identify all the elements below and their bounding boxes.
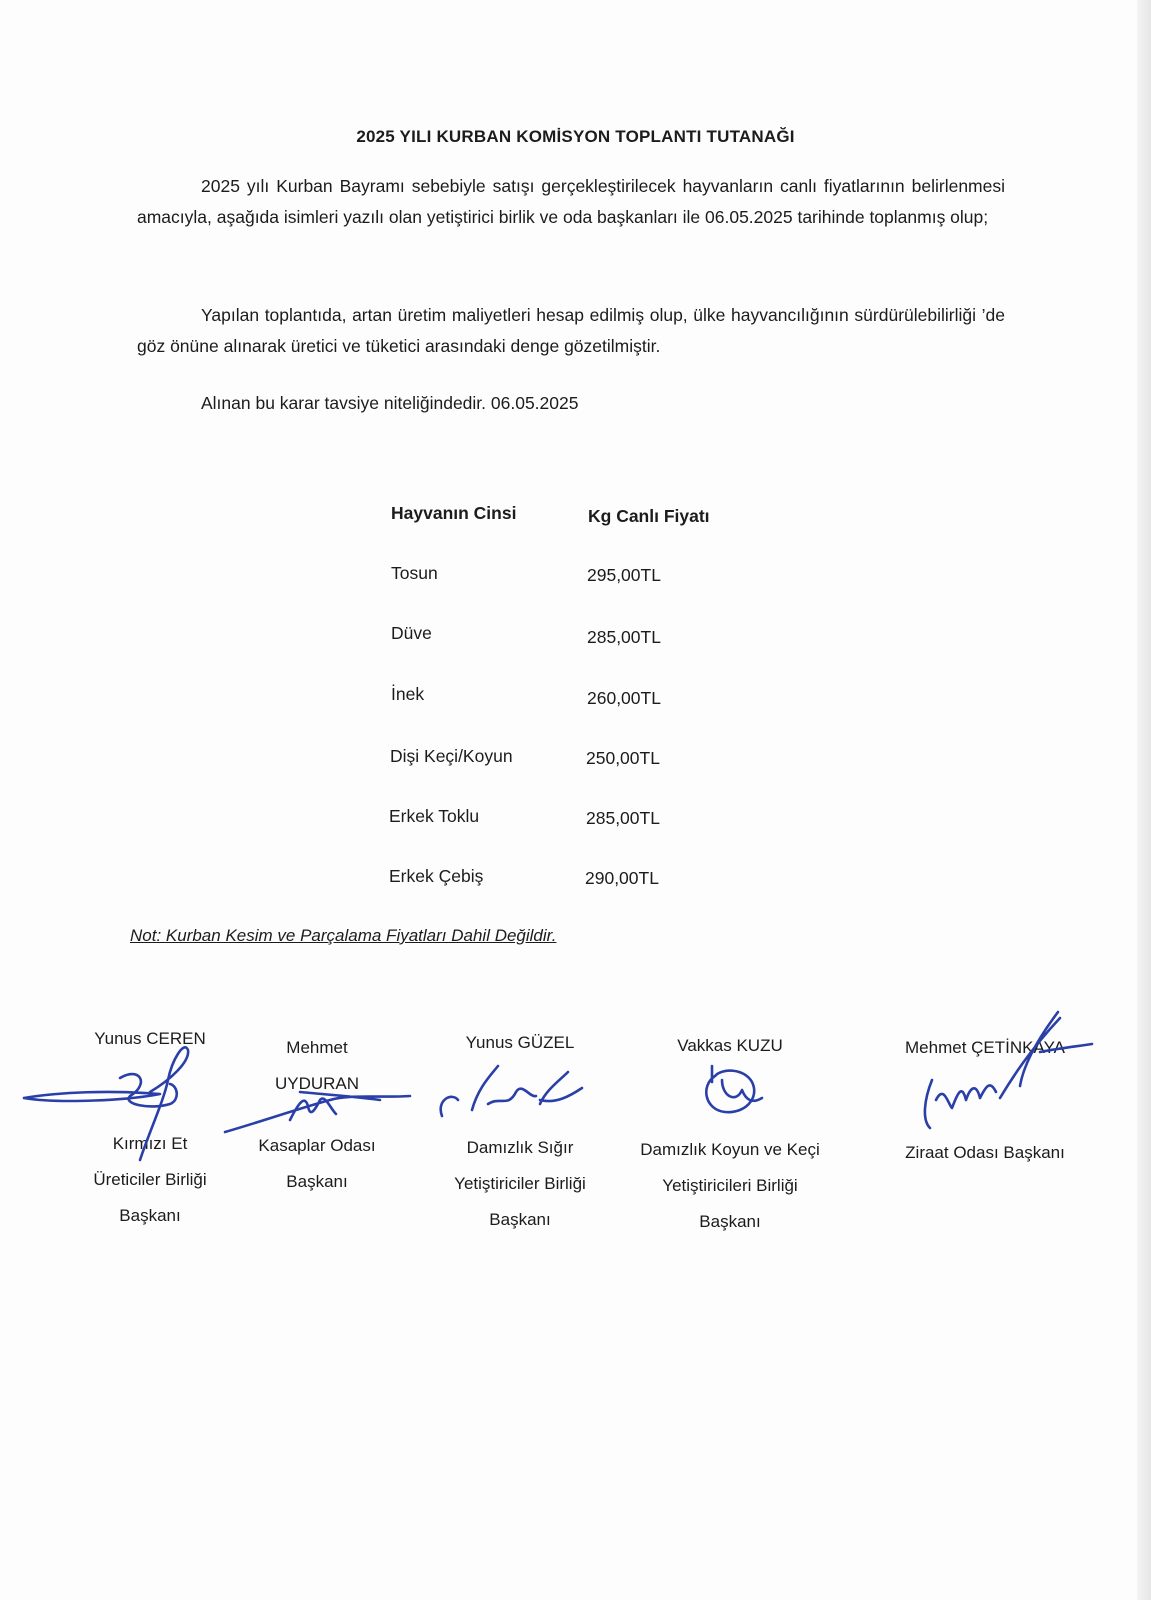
table-header-price: Kg Canlı Fiyatı	[588, 506, 710, 526]
table-row-animal: İnek	[391, 684, 425, 704]
signatory-name-line: Mehmet	[286, 1038, 348, 1057]
price-note: Not: Kurban Kesim ve Parçalama Fiyatları Dahil Değildir.	[130, 926, 557, 945]
signatory-title	[227, 1128, 407, 1200]
signatory-title-line: Kırmızı Et	[112, 1134, 188, 1153]
table-row-animal: Tosun	[391, 563, 438, 583]
signatory-title-line: Kasaplar Odası	[258, 1136, 376, 1155]
signatory-title-line: Damızlık Sığır	[466, 1138, 574, 1157]
signatory-title-line: Yetiştiricileri Birliği	[662, 1176, 798, 1195]
signatory-title-line: Ziraat Odası Başkanı	[905, 1143, 1065, 1162]
signatory-name-line: UYDURAN	[274, 1074, 360, 1093]
signatory-title-line: Damızlık Koyun ve Keçi	[640, 1140, 820, 1159]
paragraph-intro: 2025 yılı Kurban Bayramı sebebiyle satışı gerçekleştirilecek hayvanların canlı fiyatlarının belirlenmesi amacıyla, aşağıda isimleri yazılı olan yetiştirici birlik ve oda başkanları ile 06.05.2025 tarihinde toplanmış olup;	[137, 176, 1005, 227]
paragraph-meeting: Yapılan toplantıda, artan üretim maliyetleri hesap edilmiş olup, ülke hayvancılığının sürdürülebilirliği ’de göz önüne alınarak üretici ve tüketici arasındaki denge gözetilmiştir.	[137, 305, 1005, 356]
signatory-title	[880, 1135, 1090, 1171]
document-title: 2025 YILI KURBAN KOMİSYON TOPLANTI TUTANAĞI	[356, 127, 795, 146]
signatory-title-line: Yetiştiriciler Birliği	[454, 1174, 586, 1193]
signature-yunus-guzel	[441, 1066, 582, 1116]
table-row-price: 290,00TL	[585, 868, 659, 888]
signatory-title	[410, 1130, 630, 1238]
table-row-price: 260,00TL	[587, 688, 661, 708]
page-edge-shadow	[1137, 0, 1151, 1600]
signatory-name	[237, 1030, 397, 1102]
signature-vakkas-kuzu	[706, 1066, 762, 1112]
signatory-name: Yunus GÜZEL	[465, 1033, 575, 1052]
signatory-name: Mehmet ÇETİNKAYA	[905, 1038, 1065, 1057]
signature-mehmet-cetinkaya	[925, 1012, 1092, 1128]
signatory-title-line: Başkanı	[286, 1172, 348, 1191]
table-row-price: 295,00TL	[587, 565, 661, 585]
signatory-title	[50, 1126, 250, 1234]
table-row-animal: Erkek Toklu	[389, 806, 480, 826]
table-row-price: 285,00TL	[586, 808, 660, 828]
table-row-price: 250,00TL	[586, 748, 660, 768]
signatory-name: Vakkas KUZU	[677, 1036, 783, 1055]
signatory-title-line: Başkanı	[489, 1210, 551, 1229]
table-row-animal: Dişi Keçi/Koyun	[390, 746, 513, 766]
table-row-animal: Düve	[391, 623, 432, 643]
signatory-title-line: Üreticiler Birliği	[93, 1170, 207, 1189]
signatory-name: Yunus CEREN	[94, 1029, 206, 1048]
signatory-title	[615, 1132, 845, 1240]
signatory-title-line: Başkanı	[119, 1206, 181, 1225]
signatory-title-line: Başkanı	[699, 1212, 761, 1231]
table-header-animal: Hayvanın Cinsi	[391, 503, 517, 523]
table-row-price: 285,00TL	[587, 627, 661, 647]
paragraph-decision: Alınan bu karar tavsiye niteliğindedir. 06.05.2025	[201, 393, 579, 413]
table-row-animal: Erkek Çebiş	[389, 866, 484, 886]
